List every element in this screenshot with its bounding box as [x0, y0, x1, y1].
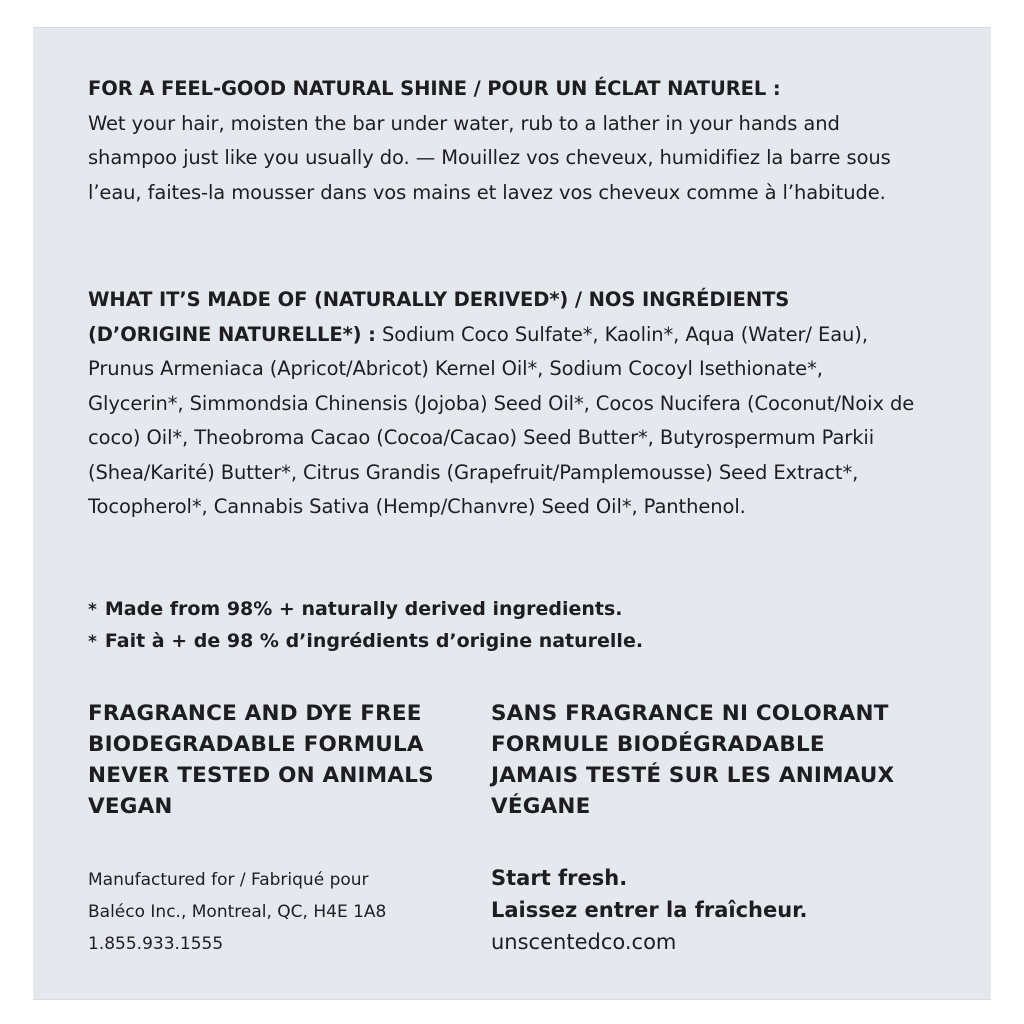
footnote-french	[88, 626, 918, 658]
manufacturer-info	[88, 864, 386, 960]
claim-biodegradable-fr: FORMULE BIODÉGRADABLE	[491, 732, 825, 757]
usage-heading: FOR A FEEL-GOOD NATURAL SHINE / POUR UN ÉCLAT NATUREL :	[88, 77, 781, 100]
asterisk-icon: *	[88, 600, 97, 620]
ingredients-heading: WHAT IT’S MADE OF (NATURALLY DERIVED*) / NOS INGRÉDIENTS (D’ORIGINE NATURELLE*) :	[88, 288, 790, 346]
claim-fragrance-free: FRAGRANCE AND DYE FREE	[88, 701, 422, 726]
footnote-english	[88, 594, 918, 626]
usage-text: Wet your hair, moisten the bar under water, rub to a lather in your hands and shampoo just like you usually do. — Mouillez vos cheveux, humidifiez la barre sous l’eau, faites-la mousser dans vos mains et lavez vos cheveux comme à l’habitude.	[88, 111, 891, 204]
footnote-text: Fait à + de 98 % d’ingrédients d’origine naturelle.	[104, 630, 644, 652]
tagline-block	[491, 862, 808, 958]
footnote-text: Made from 98% + naturally derived ingredients.	[104, 598, 623, 620]
usage-section	[88, 72, 918, 210]
claims-french	[491, 698, 894, 822]
claim-vegan-fr: VÉGANE	[491, 794, 591, 819]
claim-vegan: VEGAN	[88, 794, 173, 819]
claim-cruelty-free-fr: JAMAIS TESTÉ SUR LES ANIMAUX	[491, 763, 895, 788]
claim-cruelty-free: NEVER TESTED ON ANIMALS	[88, 763, 434, 788]
claims-english	[88, 698, 434, 822]
tagline-french: Laissez entrer la fraîcheur.	[491, 898, 808, 922]
manufacturer-phone: 1.855.933.1555	[88, 934, 224, 954]
claim-fragrance-free-fr: SANS FRAGRANCE NI COLORANT	[491, 701, 889, 726]
claim-biodegradable: BIODEGRADABLE FORMULA	[88, 732, 424, 757]
manufacturer-line: Manufactured for / Fabriqué pour	[88, 870, 369, 890]
manufacturer-address: Baléco Inc., Montreal, QC, H4E 1A8	[88, 902, 387, 922]
asterisk-icon: *	[88, 632, 97, 652]
ingredients-list: Sodium Coco Sulfate*, Kaolin*, Aqua (Water/ Eau), Prunus Armeniaca (Apricot/Abricot) Kernel Oil*, Sodium Cocoyl Isethionate*, Glycerin*, Simmondsia Chinensis (Jojoba) Seed Oil*, Cocos Nucifera (Coconut/Noix de coco) Oil*, Theobroma Cacao (Cocoa/Cacao) Seed Butter*, Butyrospermum Parkii (Shea/Karité) Butter*, Citrus Grandis (Grapefruit/Pamplemousse) Seed Extract*, Tocopherol*, Cannabis Sativa (Hemp/Chanvre) Seed Oil*, Panthenol.	[88, 322, 915, 518]
footnotes	[88, 594, 918, 658]
tagline-english: Start fresh.	[491, 866, 628, 890]
website-link[interactable]: unscentedco.com	[491, 930, 677, 954]
ingredients-section	[88, 283, 918, 525]
